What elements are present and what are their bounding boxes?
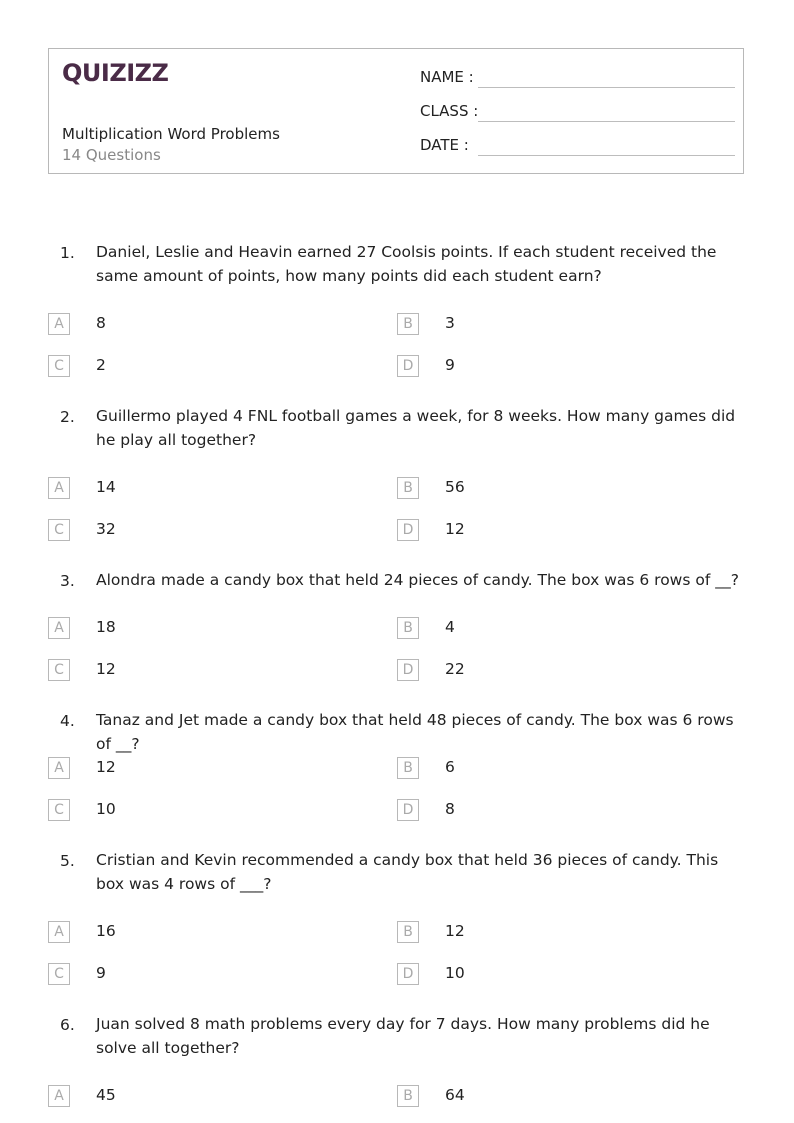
option-value: 22 (445, 660, 465, 678)
option-letter: A (48, 477, 70, 499)
option-letter: D (397, 963, 419, 985)
quizizz-logo: QUIZIZZ (62, 59, 169, 87)
option-value: 12 (96, 758, 116, 776)
option-letter: A (48, 1085, 70, 1107)
question-number: 5. (60, 852, 75, 870)
question-number: 1. (60, 244, 75, 262)
option-letter: A (48, 617, 70, 639)
option-letter: B (397, 757, 419, 779)
option-value: 10 (96, 800, 116, 818)
option-value: 56 (445, 478, 465, 496)
option-letter: B (397, 477, 419, 499)
option-value: 12 (445, 520, 465, 538)
option-letter: C (48, 963, 70, 985)
option-value: 18 (96, 618, 116, 636)
option-letter: B (397, 921, 419, 943)
option-letter: B (397, 1085, 419, 1107)
option-letter: D (397, 659, 419, 681)
option-value: 16 (96, 922, 116, 940)
option-letter: D (397, 519, 419, 541)
option-letter: A (48, 313, 70, 335)
question-number: 2. (60, 408, 75, 426)
option-letter: D (397, 799, 419, 821)
question-number: 4. (60, 712, 75, 730)
option-letter: C (48, 659, 70, 681)
question-count: 14 Questions (62, 146, 161, 164)
option-letter: C (48, 519, 70, 541)
worksheet-title: Multiplication Word Problems (62, 125, 280, 143)
date-label: DATE : (420, 136, 469, 154)
option-value: 8 (96, 314, 106, 332)
option-value: 64 (445, 1086, 465, 1104)
question-text: Daniel, Leslie and Heavin earned 27 Coolsis points. If each student received the same amount of points, how many points did each student earn? (96, 243, 717, 285)
option-value: 45 (96, 1086, 116, 1104)
option-letter: D (397, 355, 419, 377)
class-label: CLASS : (420, 102, 479, 120)
option-letter: C (48, 355, 70, 377)
option-value: 4 (445, 618, 455, 636)
class-line[interactable] (478, 121, 735, 122)
option-value: 8 (445, 800, 455, 818)
worksheet-header (48, 48, 744, 174)
name-line[interactable] (478, 87, 735, 88)
question-number: 3. (60, 572, 75, 590)
option-letter: B (397, 617, 419, 639)
class-field[interactable] (420, 102, 735, 124)
option-letter: A (48, 921, 70, 943)
option-value: 12 (96, 660, 116, 678)
option-value: 14 (96, 478, 116, 496)
option-value: 6 (445, 758, 455, 776)
option-value: 3 (445, 314, 455, 332)
option-letter: A (48, 757, 70, 779)
option-value: 9 (445, 356, 455, 374)
name-field[interactable] (420, 68, 735, 90)
question-text: Cristian and Kevin recommended a candy box that held 36 pieces of candy. This box was 4 rows of ___? (96, 851, 719, 893)
name-label: NAME : (420, 68, 474, 86)
option-value: 10 (445, 964, 465, 982)
question-text: Alondra made a candy box that held 24 pieces of candy. The box was 6 rows of __? (96, 571, 739, 589)
option-value: 12 (445, 922, 465, 940)
option-value: 2 (96, 356, 106, 374)
option-value: 9 (96, 964, 106, 982)
question-text: Tanaz and Jet made a candy box that held 48 pieces of candy. The box was 6 rows of __? (96, 711, 734, 753)
date-line[interactable] (478, 155, 735, 156)
option-letter: B (397, 313, 419, 335)
question-text: Guillermo played 4 FNL football games a week, for 8 weeks. How many games did he play all together? (96, 407, 736, 449)
option-letter: C (48, 799, 70, 821)
option-value: 32 (96, 520, 116, 538)
question-number: 6. (60, 1016, 75, 1034)
question-text: Juan solved 8 math problems every day for 7 days. How many problems did he solve all together? (96, 1015, 710, 1057)
date-field[interactable] (420, 136, 735, 158)
